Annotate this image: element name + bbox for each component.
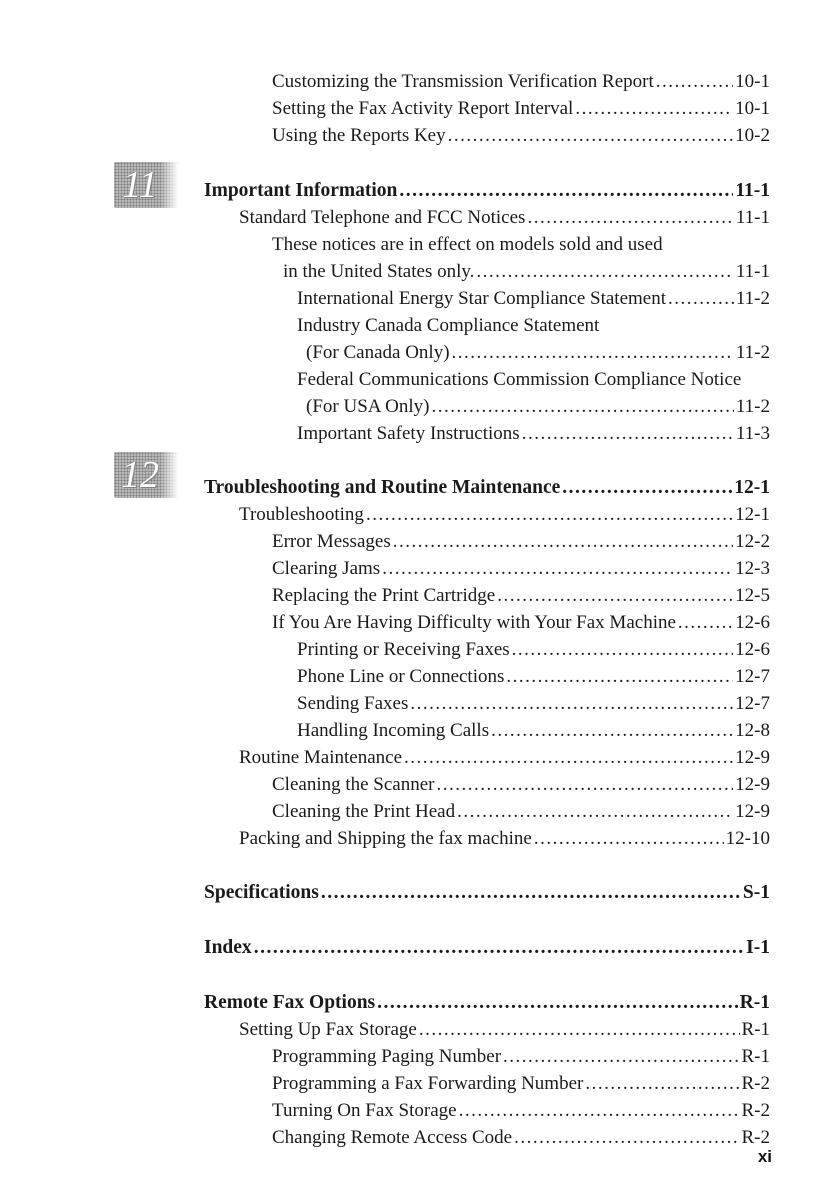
toc-chapter-entry[interactable]: Important Information ..... 11-1 [204,178,770,204]
toc-entry[interactable]: Routine Maintenance ..... 12-9 [239,745,770,771]
toc-entry[interactable]: Handling Incoming Calls ..... 12-8 [297,718,770,744]
toc-chapter-entry[interactable]: Remote Fax Options ..... R-1 [204,990,770,1016]
chapter-tab-12 [114,452,178,498]
toc-entry[interactable]: Important Safety Instructions ..... 11-3 [297,421,770,447]
toc-entry[interactable]: Federal Communications Commission Compliance Notice [297,369,742,390]
toc-entry[interactable]: Clearing Jams ..... 12-3 [272,556,770,582]
toc-entry[interactable]: Using the Reports Key ..... 10-2 [272,123,770,149]
toc-entry[interactable]: Setting Up Fax Storage ..... R-1 [239,1017,770,1043]
toc-chapter-entry[interactable]: Troubleshooting and Routine Maintenance ..... 12-1 [204,475,770,501]
toc-entry[interactable]: These notices are in effect on models sold and used [272,234,663,255]
toc-entry[interactable]: Industry Canada Compliance Statement [297,315,600,336]
toc-entry[interactable]: Cleaning the Scanner ..... 12-9 [272,772,770,798]
toc-entry[interactable]: (For Canada Only) ..... 11-2 [306,340,770,366]
toc-entry[interactable]: Packing and Shipping the fax machine ..... 12-10 [239,826,770,852]
toc-chapter-entry[interactable]: Specifications ..... S-1 [204,880,770,906]
toc-entry[interactable]: Cleaning the Print Head ..... 12-9 [272,799,770,825]
toc-entry[interactable]: Customizing the Transmission Verification Report ..... 10-1 [272,69,770,95]
toc-entry[interactable]: Troubleshooting ..... 12-1 [239,502,770,528]
toc-entry[interactable]: Turning On Fax Storage ..... R-2 [272,1098,770,1124]
toc-entry[interactable]: If You Are Having Difficulty with Your Fax Machine ..... 12-6 [272,610,770,636]
chapter-tab-number: 12 [121,454,159,496]
chapter-tab-11 [114,162,178,208]
toc-entry[interactable]: International Energy Star Compliance Statement ..... 11-2 [297,286,770,312]
toc-entry[interactable]: (For USA Only) ..... 11-2 [306,394,770,420]
toc-entry[interactable]: Sending Faxes ..... 12-7 [297,691,770,717]
chapter-tab-number: 11 [122,164,158,206]
toc-entry[interactable]: Error Messages ..... 12-2 [272,529,770,555]
toc-chapter-entry[interactable]: Index ..... I-1 [204,935,770,961]
toc-entry[interactable]: Replacing the Print Cartridge ..... 12-5 [272,583,770,609]
toc-entry[interactable]: Programming a Fax Forwarding Number ..... R-2 [272,1071,770,1097]
toc-entry[interactable]: Programming Paging Number ..... R-1 [272,1044,770,1070]
toc-entry[interactable]: in the United States only. ..... 11-1 [283,259,770,285]
toc-entry[interactable]: Printing or Receiving Faxes ..... 12-6 [297,637,770,663]
page-number: xi [757,1147,772,1166]
toc-entry[interactable]: Standard Telephone and FCC Notices ..... 11-1 [239,205,770,231]
toc-entry[interactable]: Changing Remote Access Code ..... R-2 [272,1125,770,1151]
toc-entry[interactable]: Setting the Fax Activity Report Interval ..... 10-1 [272,96,770,122]
toc-entry[interactable]: Phone Line or Connections ..... 12-7 [297,664,770,690]
